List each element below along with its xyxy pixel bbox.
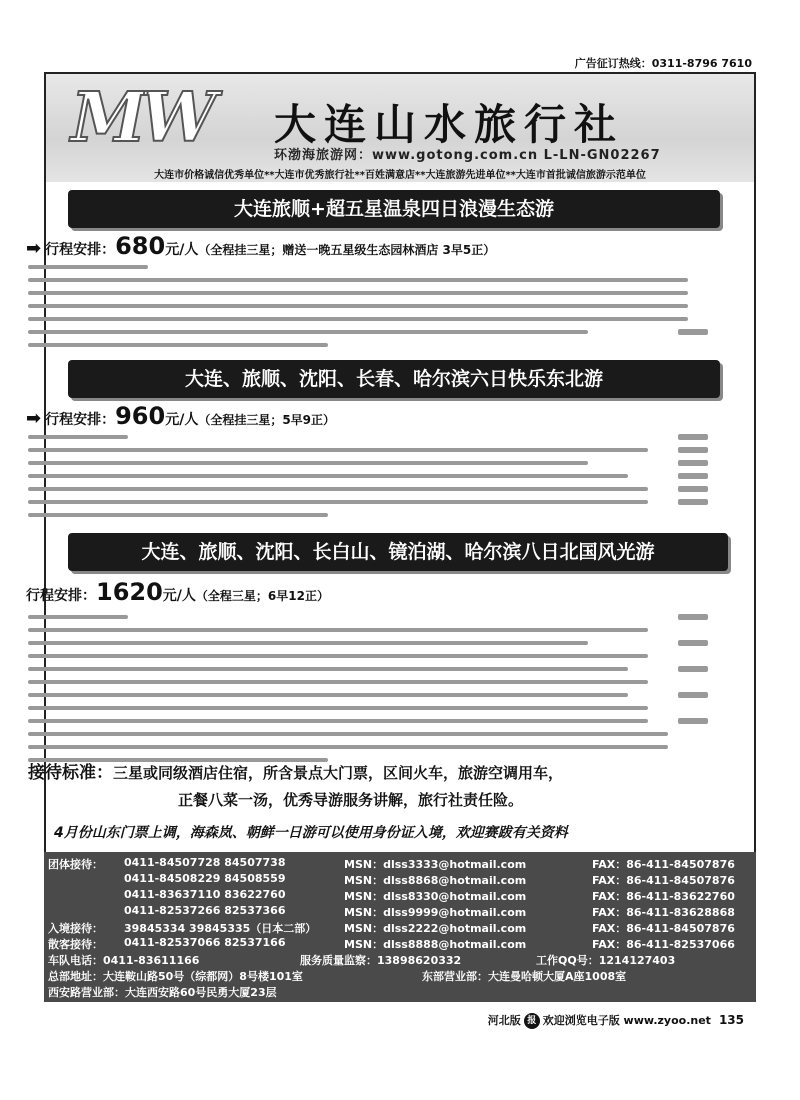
tour-2-label: 行程安排： xyxy=(45,412,116,428)
tour-2-price: 960 xyxy=(115,402,166,430)
tour-3-price-line xyxy=(26,578,329,606)
tour-3-price: 1620 xyxy=(96,578,163,606)
page-number: 135 xyxy=(718,1013,744,1027)
team-phone: 车队电话：0411-83611166 xyxy=(48,954,200,967)
standard-line-2: 正餐八菜一汤，优秀导游服务讲解，旅行社责任险。 xyxy=(178,791,524,809)
edition-badge: 报 xyxy=(524,1013,540,1029)
tour-2-itinerary xyxy=(28,432,708,523)
tour-2-unit: 元/人 xyxy=(165,412,199,428)
page-footer xyxy=(488,1012,744,1029)
arrow-icon: ➡ xyxy=(26,408,42,429)
work-qq: 工作QQ号：1214127403 xyxy=(536,954,676,967)
standard-line-1: 三星或同级酒店住宿，所含景点大门票，区间火车，旅游空调用车， xyxy=(113,764,564,782)
tour-2-note: （全程挂三星；5早9正） xyxy=(198,413,336,427)
notice-banner: 4月份山东门票上调，海森岚、朝鲜一日游可以使用身份证入境，欢迎赛跋有关资料 xyxy=(54,825,568,841)
standard-label: 接待标准： xyxy=(28,763,113,783)
tour-1-unit: 元/人 xyxy=(165,242,199,258)
tour-1-price: 680 xyxy=(115,232,166,260)
tour-1-itinerary xyxy=(28,262,708,353)
hq-address: 总部地址：大连鞍山路50号（综都网）8号楼101室 xyxy=(48,970,303,983)
arrow-icon: ➡ xyxy=(26,238,42,259)
quality-hotline: 服务质量监察：13898620332 xyxy=(300,954,462,967)
tour-1-label: 行程安排： xyxy=(45,242,116,258)
tour-3-note: （全程三星；6早12正） xyxy=(195,589,329,603)
agency-name: 大连山水旅行社 xyxy=(274,100,625,149)
tour-3-title: 大连、旅顺、沈阳、长白山、镜泊湖、哈尔滨八日北国风光游 xyxy=(68,533,728,571)
ad-hotline: 广告征订热线：0311-8796 7610 xyxy=(574,57,752,70)
east-branch: 东部营业部：大连曼哈顿大厦A座1008室 xyxy=(422,970,627,983)
tour-2-price-line xyxy=(26,402,335,430)
tour-1-price-line xyxy=(26,232,495,260)
footer-slogan: 欢迎浏览电子版 www.zyoo.net xyxy=(542,1014,711,1027)
tour-3-itinerary xyxy=(28,612,708,768)
tour-3-unit: 元/人 xyxy=(162,588,196,604)
agency-website: 环渤海旅游网：www.gotong.com.cn L-LN-GN02267 xyxy=(274,148,661,163)
west-branch: 西安路营业部：大连西安路60号民勇大厦23层 xyxy=(48,986,277,999)
agency-logo: MW xyxy=(71,78,211,158)
tour-3-label: 行程安排： xyxy=(26,588,96,604)
edition-label: 河北版 xyxy=(487,1014,521,1027)
agency-honors: 大连市价格诚信优秀单位**大连市优秀旅行社**百姓满意店**大连旅游先进单位**大连市首批诚信旅游示范单位 xyxy=(154,170,646,181)
contact-panel: 团体接待： 0411-84507728 84507738 MSN：dlss3333@hotmail.com FAX：86-411-84507876 0411-84508229 84508559 MSN：dlss8868@hotmail.com FAX：86-411-84507876 0411-83637110 83622760 MSN：dlss8330@hotmail.com FAX：86-411-83622760 0411-82537266 82537366 MSN：dlss9999@hotmail.com FAX：86-411-83628868 入境接待： 39845334 39845335（日本二部） MSN：dlss2222@hotmail.com FAX：86-411-84507876 散客接待： 0411-82537066 82537166 MSN：dlss8888@hotmail.com FAX：86-411-82537066 车队电话：0411-83611166 服务质量监察：13898620332 工作QQ号：1214127403 总部地址：大连鞍山路50号（综都网）8号楼101室 东部营业部：大连曼哈顿大厦A座1008室 西安路营业部：大连西安路60号民勇大厦23层 xyxy=(44,852,756,1002)
tour-1-note: （全程挂三星；赠送一晚五星级生态园林酒店 3早5正） xyxy=(198,243,496,257)
tour-1-title: 大连旅顺+超五星温泉四日浪漫生态游 xyxy=(68,190,720,228)
tour-2-title: 大连、旅顺、沈阳、长春、哈尔滨六日快乐东北游 xyxy=(68,360,720,398)
service-standard xyxy=(28,760,728,814)
agency-header xyxy=(46,74,754,182)
